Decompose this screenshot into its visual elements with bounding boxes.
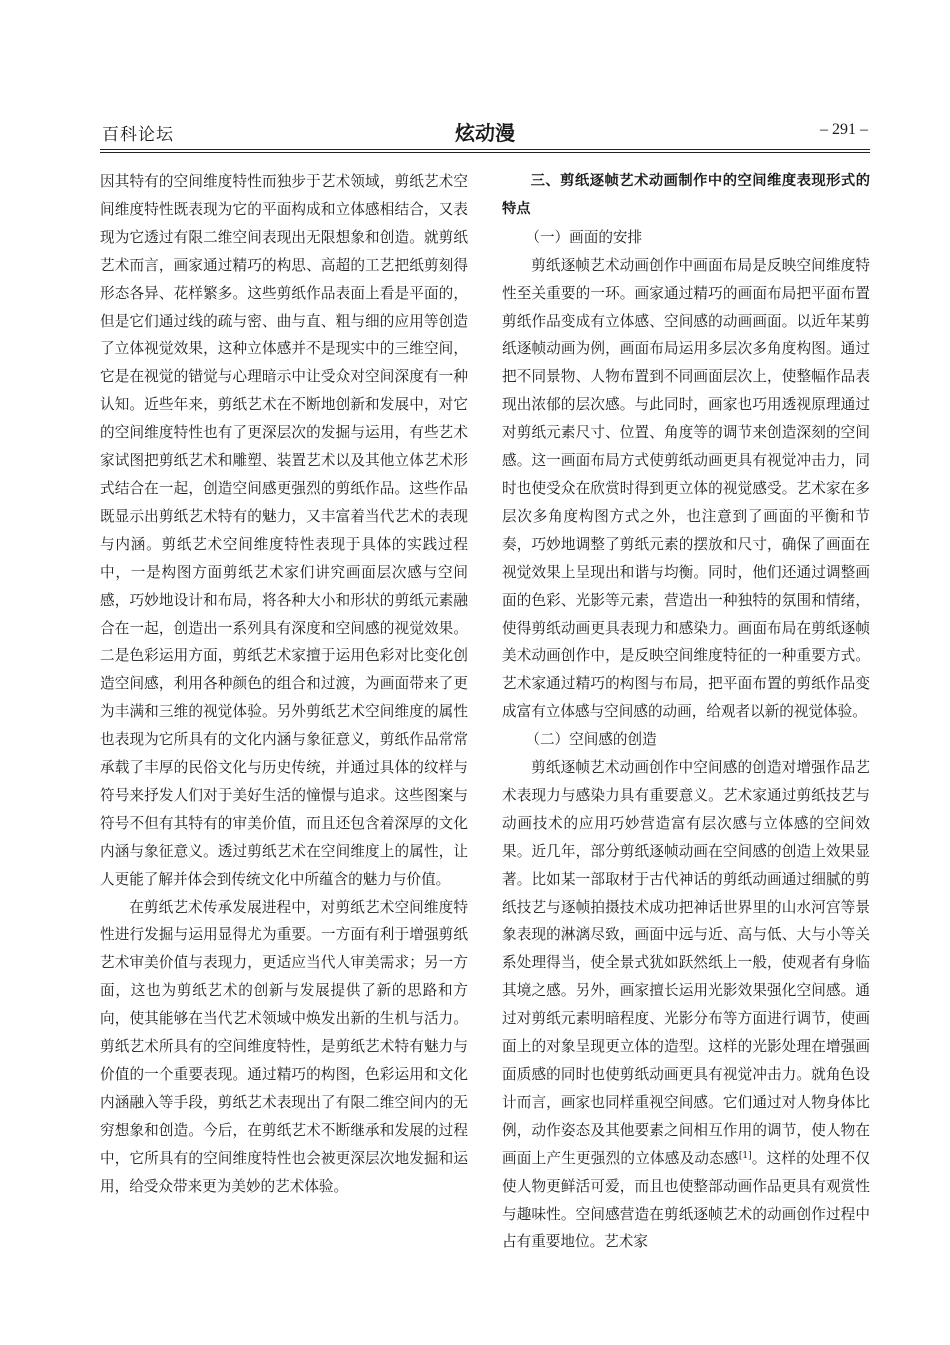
subsection-heading-1: （一）画面的安排 (525, 228, 643, 246)
paragraph: 在剪纸艺术传承发展进程中，对剪纸艺术空间维度特性进行发掘与运用显得尤为重要。一方面有利于增强剪纸艺术审美价值与表现力，更适应当代人审美需求；另一方面，这也为剪纸艺术的创新与发展提供了新的思路和方向，使其能够在当代艺术领域中焕发出新的生机与活力。剪纸艺术所具有的空间维度特性，是剪纸艺术特有魅力与价值的一个重要表现。通过精巧的构图，色彩运用和文化内涵融入等手段，剪纸艺术表现出了有限二维空间内的无穷想象和创造。今后，在剪纸艺术不断继承和发展的过程中，它所具有的空间维度特性也会被更深层次地发掘和运用，给受众带来更为美妙的艺术体验。 (100, 898, 468, 1195)
section-label: 百科论坛 (102, 125, 174, 145)
right-column (502, 168, 870, 1256)
header-rule-bottom (100, 152, 870, 153)
paragraph: 剪纸逐帧艺术动画创作中画面布局是反映空间维度特性至关重要的一环。画家通过精巧的画面布局把平面布置剪纸作品变成有立体感、空间感的动画画面。以近年某剪纸逐帧动画为例，画面布局运用多层次多角度构图。通过把不同景物、人物布置到不同画面层次上，使整幅作品表现出浓郁的层次感。与此同时，画家也巧用透视原理通过对剪纸元素尺寸、位置、角度等的调节来创造深刻的空间感。这一画面布局方式使剪纸动画更具有视觉冲击力，同时也使受众在欣赏时得到更立体的视觉感受。艺术家在多层次多角度构图方式之外，也注意到了画面的平衡和节奏，巧妙地调整了剪纸元素的摆放和尺寸，确保了画面在视觉效果上呈现出和谐与均衡。同时，他们还通过调整画面的色彩、光影等元素，营造出一种独特的氛围和情绪，使得剪纸动画更具表现力和感染力。画面布局在剪纸逐帧美术动画创作中，是反映空间维度特征的一种重要方式。艺术家通过精巧的构图与布局，把平面布置的剪纸作品变成富有立体感与空间感的动画，给观者以新的视觉体验。 (502, 256, 870, 721)
citation-marker: [1] (738, 1150, 752, 1161)
paragraph-continuation: 因其特有的空间维度特性而独步于艺术领域，剪纸艺术空间维度特性既表现为它的平面构成和立体感相结合，又表现为它透过有限二维空间表现出无限想象和创造。就剪纸艺术而言，画家通过精巧的构思、高超的工艺把纸剪刻得形态各异、花样繁多。这些剪纸作品表面上看是平面的，但是它们通过线的疏与密、曲与直、粗与细的应用等创造了立体视觉效果，这种立体感并不是现实中的三维空间，它是在视觉的错觉与心理暗示中让受众对空间深度有一种认知。近些年来，剪纸艺术在不断地创新和发展中，对它的空间维度特性也有了更深层次的发掘与运用，有些艺术家试图把剪纸艺术和雕塑、装置艺术以及其他立体艺术形式结合在一起，创造空间感更强烈的剪纸作品。这些作品既显示出剪纸艺术特有的魅力，又丰富着当代艺术的表现与内涵。剪纸艺术空间维度特性表现于具体的实践过程中，一是构图方面剪纸艺术家们讲究画面层次感与空间感，巧妙地设计和布局，将各种大小和形状的剪纸元素融合在一起，创造出一系列具有深度和空间感的视觉效果。二是色彩运用方面，剪纸艺术家擅于运用色彩对比变化创造空间感，利用各种颜色的组合和过渡，为画面带来了更为丰满和三维的视觉体验。另外剪纸艺术空间维度的属性也表现为它所具有的文化内涵与象征意义，剪纸作品常常承载了丰厚的民俗文化与历史传统，并通过具体的纹样与符号来抒发人们对于美好生活的憧憬与追求。这些图案与符号不但有其特有的审美价值，而且还包含着深厚的文化内涵与象征意义。透过剪纸艺术在空间维度上的属性，让人更能了解并体会到传统文化中所蕴含的魅力与价值。 (100, 173, 468, 888)
paragraph-with-citation (502, 754, 870, 1256)
subsection-heading-2: （二）空间感的创造 (525, 731, 657, 749)
running-header (100, 114, 870, 148)
header-rule-top (100, 149, 870, 150)
page-number: – 291 – (820, 121, 868, 138)
paragraph-text: 剪纸逐帧艺术动画创作中空间感的创造对增强作品艺术表现力与感染力具有重要意义。艺术家通过剪纸技艺与动画技术的应用巧妙营造富有层次感与立体感的空间效果。近几年，部分剪纸逐帧动画在空间感的创造上效果显著。比如某一部取材于古代神话的剪纸动画通过细腻的剪纸技艺与逐帧拍摄技术成功把神话世界里的山水河宫等景象表现的淋漓尽致，画面中远与近、高与低、大与小等关系处理得当，使全景式犹如跃然纸上一般，使观者有身临其境之感。另外，画家擅长运用光影效果强化空间感。通过对剪纸元素明暗程度、光影分布等方面进行调节，使画面上的对象呈现更立体的造型。这样的光影处理在增强画面质感的同时也使剪纸动画更具有视觉冲击力。就角色设计而言，画家也同样重视空间感。它们通过对人物身体比例，动作姿态及其他要素之间相互作用的调节，使人物在画面上产生更强烈的立体感及动态感 (502, 759, 870, 1167)
journal-title: 炫动漫 (455, 121, 515, 145)
paragraph-text-continued: 。这样的处理不仅使人物更鲜活可爱，而且也使整部动画作品更具有观赏性与趣味性。空间感营造在剪纸逐帧艺术的动画创作过程中占有重要地位。艺术家 (502, 1149, 870, 1251)
section-heading: 三、剪纸逐帧艺术动画制作中的空间维度表现形式的特点 (502, 173, 870, 217)
left-column (100, 168, 468, 1201)
